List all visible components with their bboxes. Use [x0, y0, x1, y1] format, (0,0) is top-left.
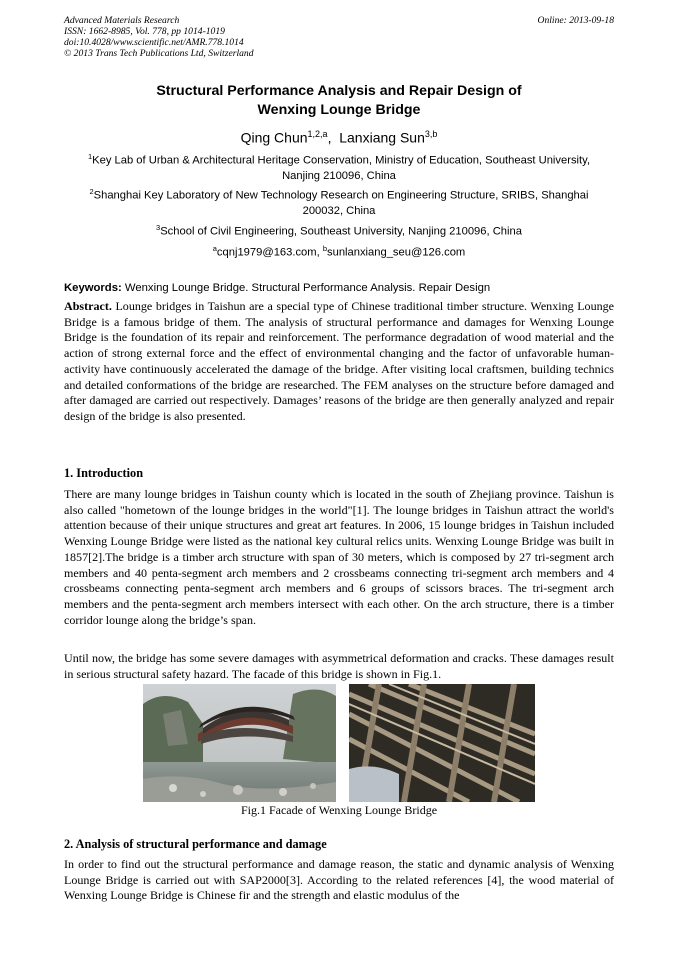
section-2-heading: 2. Analysis of structural performance and damage — [64, 837, 327, 851]
journal-header — [64, 15, 254, 59]
keywords-label: Keywords: — [64, 282, 122, 294]
intro-paragraph-2: Until now, the bridge has some severe damages with asymmetrical deformation and cracks. These damages result in serious structural safety hazard. The facade of this bridge is shown in Fig.1. — [64, 651, 614, 681]
section-1-heading: 1. Introduction — [64, 466, 144, 480]
affiliation-1: $^1$Key Lab of Urban & Architectural Heritage Conservation, Ministry of Education, Southeast University, Nanjing 210096, China — [87, 152, 591, 182]
keywords-text: Wenxing Lounge Bridge. Structural Performance Analysis. Repair Design — [124, 282, 491, 294]
keywords — [64, 281, 614, 295]
issn-line: ISSN: 1662-8985, Vol. 778, pp 1014-1019 — [64, 26, 225, 37]
author-sup: 1,2,a — [307, 129, 328, 139]
affiliation-3: $^3$School of Civil Engineering, Southeast University, Nanjing 210096, China — [156, 223, 522, 238]
online-date: Online: 2013-09-18 — [537, 15, 614, 26]
copyright-line: © 2013 Trans Tech Publications Ltd, Switzerland — [64, 48, 254, 59]
author-name: Lanxiang Sun — [339, 129, 425, 146]
intro-paragraph-1: There are many lounge bridges in Taishun county which is located in the south of Zhejiang province. Taishun is also called "hometown of the lounge bridges in the world"[1]. The lounge bridges in Taishun attract the world's attention because of their unique structures and great art features. In 2006, 15 lounge bridges in Taishun included Wenxing Lounge Bridge were listed as the national key cultural relics units. Wenxing Lounge Bridge was built in 1857[2].The bridge is a timber arch structure with span of 30 meters, which is composed by 27 tri-segment arch members and 40 penta-segment arch members and 2 crossbeams connecting tri-segment arch members and 4 crossbeams connecting penta-segment arch members and 6 groups of scissors braces. The tri-segment arch members and the penta-segment arch members intersect with each other. On the arch structure, there is a timber corridor lounge along the bridge’s span. — [64, 487, 614, 627]
title-line-1: Structural Performance Analysis and Repair Design of — [156, 83, 522, 99]
abstract — [64, 299, 614, 425]
abstract-text: Lounge bridges in Taishun are a special type of Chinese traditional timber structure. Wenxing Lounge Bridge is a famous bridge of them. The analysis of structural performance and damages for Wenxing Lounge Bridge is the foundation of its repair and reinforcement. The performance degradation of wood material and the action of strong external force and the effect of environmental changing and the factor of unfavorable human-activity have continuously accelerated the damage of the bridge. After visiting local craftsmen, building technics and detailed conformations of the bridge are researched. The FEM analyses on the structure before damaged and after damaged are carried out respectively. Damages’ reasons of the bridge are then generally analyzed and repair design of the bridge is also presented. — [64, 299, 615, 423]
title-line-2: Wenxing Lounge Bridge — [257, 102, 421, 118]
email-line: $^a$cqnj1979@163.com, $^b$sunlanxiang_seu@126.com — [212, 244, 466, 259]
bridge-landscape-photo — [143, 684, 336, 802]
timber-arch-image — [349, 684, 535, 802]
timber-arch-photo — [349, 684, 535, 802]
abstract-label: Abstract. — [64, 299, 112, 313]
doi-line: doi:10.4028/www.scientific.net/AMR.778.1014 — [64, 37, 244, 48]
email-link[interactable]: sunlanxiang_seu@126.com — [327, 246, 466, 259]
author-name: Qing Chun — [240, 129, 308, 146]
paper-title — [64, 82, 614, 120]
author-separator: , — [327, 129, 332, 146]
author-sup: 3,b — [424, 129, 438, 139]
bridge-landscape-image — [143, 684, 336, 802]
figure-1-caption: Fig.1 Facade of Wenxing Lounge Bridge — [240, 803, 438, 817]
email-link[interactable]: cqnj1979@163.com — [216, 246, 317, 259]
author-list — [64, 125, 614, 147]
journal-name: Advanced Materials Research — [64, 15, 180, 26]
section-2-paragraph-1: In order to find out the structural performance and damage reason, the static and dynamic analysis of Wenxing Lounge Bridge is carried out with SAP2000[3]. According to the related references [4], the wood material of Wenxing Lounge Bridge is Chinese fir and the strength and elastic modulus of the — [64, 857, 614, 903]
affiliation-2: $^2$Shanghai Key Laboratory of New Technology Research on Engineering Structure, SRIBS, Shanghai 200032, China — [89, 187, 589, 217]
